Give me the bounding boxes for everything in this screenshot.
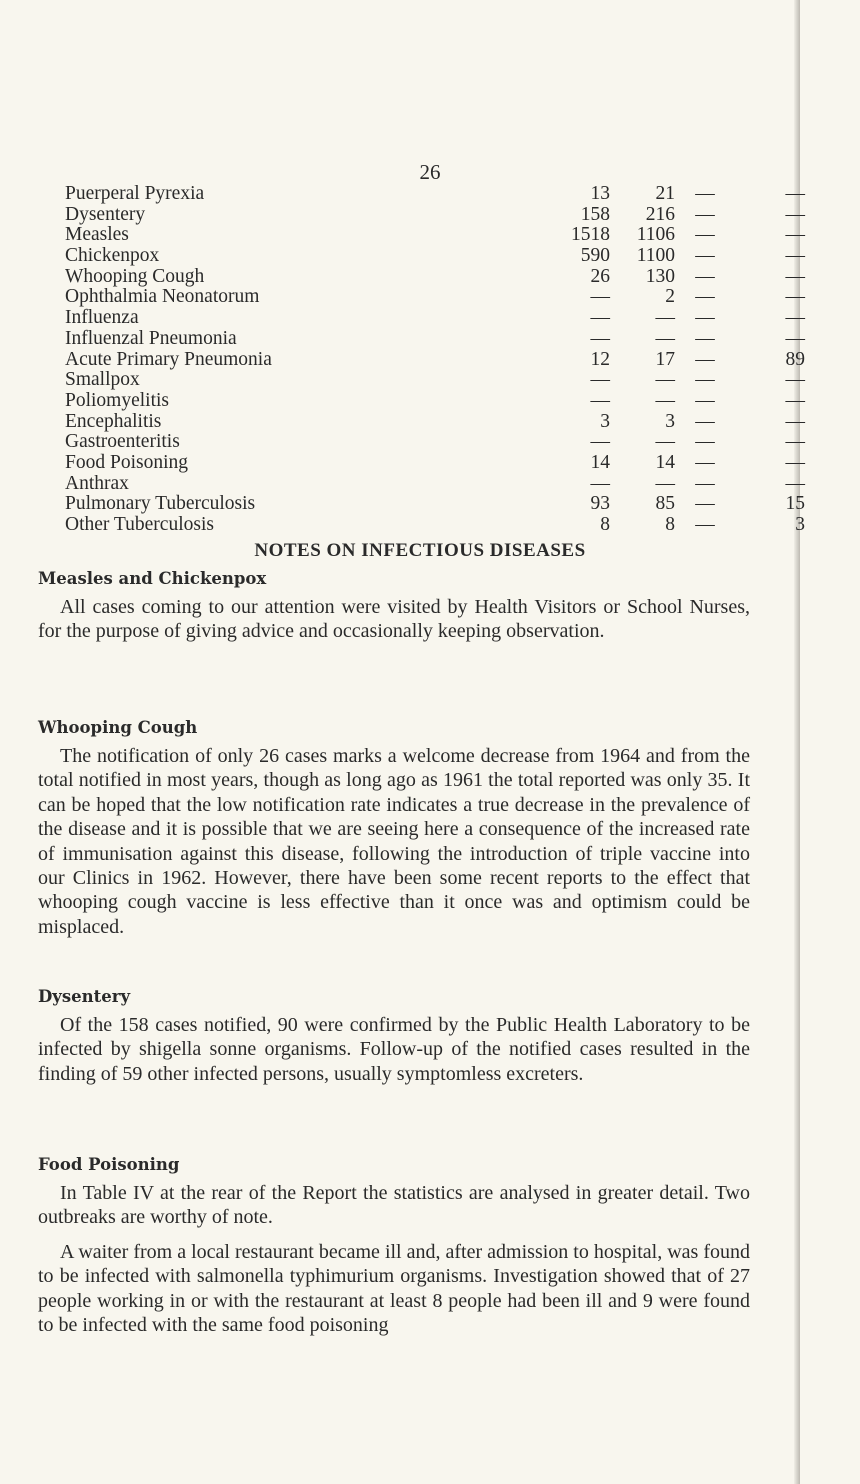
- disease-name: Other Tuberculosis: [65, 514, 214, 535]
- table-row: [65, 224, 805, 246]
- disease-name: Smallpox: [65, 369, 140, 391]
- cell-c2: 1106: [636, 224, 675, 246]
- cell-c4: —: [785, 286, 805, 308]
- disease-name: Measles: [65, 224, 129, 246]
- cell-c3: —: [695, 431, 715, 453]
- cell-c3: —: [695, 245, 715, 267]
- section-food-poisoning: [38, 1153, 750, 1347]
- table-row: [65, 203, 805, 226]
- cell-c2: 3: [665, 410, 675, 432]
- table-row: [65, 245, 805, 267]
- cell-c2: 216: [645, 203, 675, 225]
- cell-c4: —: [785, 389, 805, 411]
- cell-c4: 15: [785, 493, 805, 515]
- section-whooping-cough: [38, 716, 750, 949]
- notes-heading: NOTES ON INFECTIOUS DISEASES: [254, 540, 586, 561]
- cell-c3: —: [695, 369, 715, 391]
- page-number: 26: [419, 160, 441, 184]
- cell-c1: 1518: [571, 224, 610, 246]
- cell-c3: —: [695, 224, 715, 246]
- cell-c1: 14: [590, 451, 610, 473]
- cell-c4: —: [785, 369, 805, 391]
- cell-c3: —: [695, 410, 715, 432]
- section-dysentery: [38, 985, 750, 1096]
- cell-c4: —: [785, 410, 805, 432]
- cell-c2: 21: [655, 183, 675, 204]
- cell-c4: —: [785, 203, 805, 225]
- disease-name: Poliomyelitis: [65, 389, 170, 411]
- cell-c3: —: [695, 183, 715, 204]
- paragraph: Of the 158 cases notified, 90 were confirmed by the Public Health Laboratory to be infected by shigella sonne organisms. Follow-up of the notified cases resulted in the finding of 59 other infected persons, usually symptomless excreters.: [38, 1014, 750, 1085]
- cell-c3: —: [695, 286, 715, 308]
- cell-c1: 13: [590, 183, 610, 204]
- cell-c1: —: [590, 389, 610, 411]
- disease-name: Dysentery: [65, 203, 146, 225]
- cell-c4: —: [785, 224, 805, 246]
- cell-c2: —: [655, 307, 675, 329]
- table-row: [65, 472, 805, 495]
- cell-c4: —: [785, 431, 805, 453]
- table-row: [65, 327, 805, 350]
- cell-c2: —: [655, 472, 675, 494]
- cell-c3: —: [695, 493, 715, 515]
- paragraph: All cases coming to our attention were visited by Health Visitors or School Nurses, for the purpose of giving advice and occasionally keeping observation.: [38, 596, 750, 643]
- cell-c2: 14: [655, 451, 675, 473]
- cell-c2: 17: [655, 348, 675, 370]
- cell-c2: 2: [665, 286, 675, 308]
- table-row: [65, 514, 805, 536]
- table-row: [65, 493, 805, 515]
- cell-c1: —: [590, 307, 610, 329]
- cell-c2: —: [655, 431, 675, 453]
- disease-name: Whooping Cough: [65, 265, 205, 287]
- cell-c4: —: [785, 183, 805, 204]
- section-title: Whooping Cough: [38, 718, 198, 737]
- cell-c3: —: [695, 327, 715, 349]
- cell-c1: 93: [590, 493, 610, 515]
- cell-c3: —: [695, 265, 715, 287]
- cell-c1: 3: [600, 410, 610, 432]
- table-row: [65, 307, 805, 329]
- cell-c4: —: [785, 245, 805, 267]
- cell-c1: —: [590, 369, 610, 391]
- disease-name: Food Poisoning: [65, 451, 188, 473]
- table-row: [65, 183, 805, 205]
- disease-name: Puerperal Pyrexia: [65, 183, 205, 204]
- cell-c1: —: [590, 431, 610, 453]
- cell-c1: —: [590, 327, 610, 349]
- section-title: Dysentery: [38, 987, 131, 1006]
- disease-name: Ophthalmia Neonatorum: [65, 286, 260, 308]
- paragraph: The notification of only 26 cases marks a welcome decrease from 1964 and from the total notified in most years, though as long ago as 1961 the total reported was only 35. It can be hoped that the low notification rate indicates a true decrease in the prevalence of the disease and it is possible that we are seeing here a consequence of the increased rate of immunisation against this disease, following the introduction of triple vaccine into our Clinics in 1962. However, there have been some recent reports to the effect that whooping cough vaccine is less effective than it once was and optimism could be misplaced.: [38, 745, 750, 938]
- cell-c1: 590: [580, 245, 610, 267]
- cell-c1: 8: [600, 514, 610, 535]
- cell-c2: 1100: [636, 245, 675, 267]
- cell-c1: —: [590, 472, 610, 494]
- cell-c2: 8: [665, 514, 675, 535]
- cell-c3: —: [695, 307, 715, 329]
- section-title: Food Poisoning: [38, 1155, 180, 1174]
- paragraph: A waiter from a local restaurant became ill and, after admission to hospital, was found to be infected with salmonella typhimurium organisms. Investigation showed that of 27 people working in or with the restaurant at least 8 people had been ill and 9 were found to be infected with the same food poisoning: [38, 1240, 750, 1337]
- disease-name: Chickenpox: [65, 245, 160, 267]
- cell-c2: —: [655, 369, 675, 391]
- cell-c3: —: [695, 451, 715, 473]
- paragraph: In Table IV at the rear of the Report the statistics are analysed in greater detail. Two outbreaks are worthy of note.: [38, 1182, 750, 1229]
- cell-c4: 3: [795, 514, 805, 535]
- table-row: [65, 431, 805, 453]
- disease-table: [65, 183, 805, 536]
- section-title: Measles and Chickenpox: [38, 569, 267, 588]
- cell-c4: —: [785, 472, 805, 494]
- table-row: [65, 410, 805, 433]
- cell-c1: 12: [590, 348, 610, 370]
- cell-c2: 85: [655, 493, 675, 515]
- cell-c3: —: [695, 514, 715, 535]
- cell-c3: —: [695, 472, 715, 494]
- disease-name: Acute Primary Pneumonia: [65, 348, 272, 370]
- cell-c1: 26: [590, 265, 610, 287]
- cell-c4: —: [785, 451, 805, 473]
- cell-c4: —: [785, 327, 805, 349]
- disease-name: Gastroenteritis: [65, 431, 180, 453]
- table-row: [65, 369, 805, 391]
- section-measles-chickenpox: [38, 567, 750, 654]
- disease-name: Pulmonary Tuberculosis: [65, 493, 256, 515]
- cell-c2: —: [655, 327, 675, 349]
- cell-c3: —: [695, 389, 715, 411]
- table-row: [65, 389, 805, 412]
- disease-name: Anthrax: [65, 472, 129, 494]
- disease-name: Encephalitis: [65, 410, 162, 432]
- table-row: [65, 348, 805, 371]
- disease-name: Influenza: [65, 307, 139, 329]
- cell-c4: —: [785, 307, 805, 329]
- cell-c4: —: [785, 265, 805, 287]
- table-row: [65, 451, 805, 474]
- cell-c2: 130: [645, 265, 675, 287]
- cell-c1: 158: [580, 203, 610, 225]
- cell-c4: 89: [785, 348, 805, 370]
- disease-name: Influenzal Pneumonia: [65, 327, 237, 349]
- cell-c2: —: [655, 389, 675, 411]
- cell-c3: —: [695, 203, 715, 225]
- cell-c3: —: [695, 348, 715, 370]
- table-row: [65, 286, 805, 308]
- cell-c1: —: [590, 286, 610, 308]
- table-row: [65, 265, 805, 288]
